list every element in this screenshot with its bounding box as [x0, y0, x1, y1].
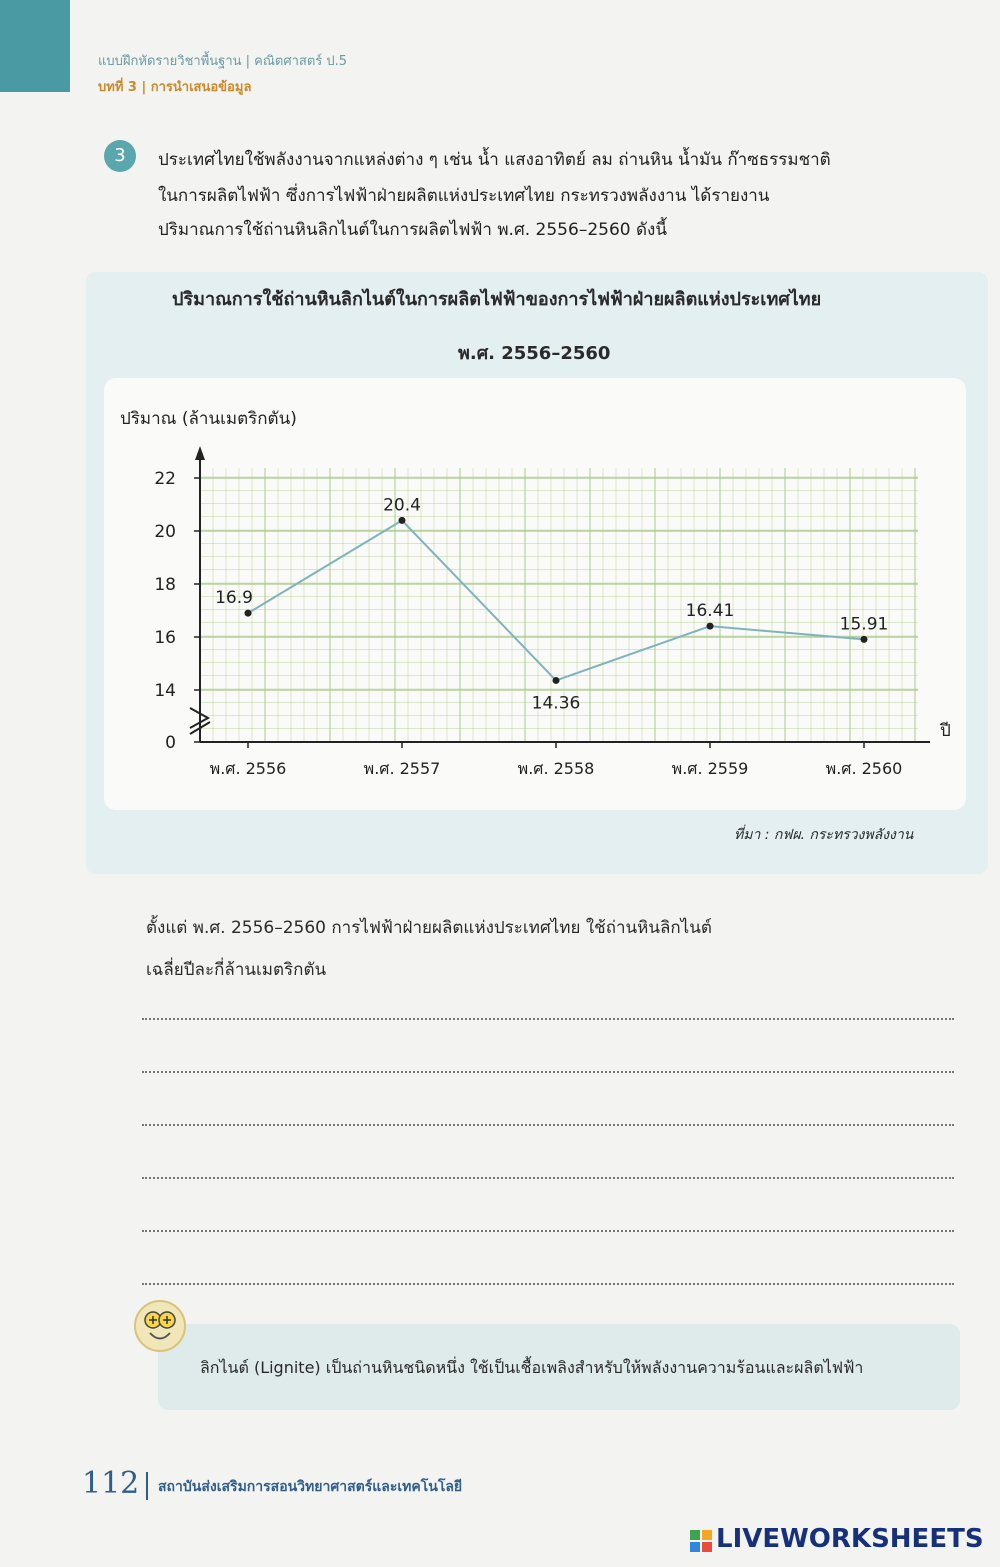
- chart-title: ปริมาณการใช้ถ่านหินลิกไนต์ในการผลิตไฟฟ้าของการไฟฟ้าฝ่ายผลิตแห่งประเทศไทย: [172, 289, 822, 310]
- data-point: [245, 610, 252, 617]
- y-tick-label: 22: [154, 469, 176, 489]
- data-label: 16.41: [685, 601, 735, 622]
- data-line-series: [248, 520, 864, 680]
- mascot-face-icon: [136, 1302, 184, 1350]
- answer-line[interactable]: [142, 1071, 954, 1073]
- data-label: 15.91: [839, 614, 889, 635]
- footer-divider: [146, 1472, 148, 1500]
- page-number: 112: [82, 1466, 140, 1501]
- question-line-1: ประเทศไทยใช้พลังงานจากแหล่งต่าง ๆ เช่น น้ำ แสงอาทิตย์ ลม ถ่านหิน น้ำมัน ก๊าซธรรมชาติ: [158, 150, 831, 170]
- question-line-2: ในการผลิตไฟฟ้า ซึ่งการไฟฟ้าฝ่ายผลิตแห่งประเทศไทย กระทรวงพลังงาน ได้รายงาน: [158, 186, 770, 206]
- answer-line[interactable]: [142, 1230, 954, 1232]
- exercise-question-line-2: เฉลี่ยปีละกี่ล้านเมตริกตัน: [146, 960, 327, 980]
- answer-line[interactable]: [142, 1018, 954, 1020]
- data-point: [707, 623, 714, 630]
- y-tick-label: 20: [154, 522, 176, 542]
- exercise-question-line-1: ตั้งแต่ พ.ศ. 2556–2560 การไฟฟ้าฝ่ายผลิตแห่งประเทศไทย ใช้ถ่านหินลิกไนต์: [146, 918, 712, 938]
- answer-line[interactable]: [142, 1124, 954, 1126]
- data-point: [553, 677, 560, 684]
- data-label: 16.9: [215, 588, 253, 609]
- x-tick-label: พ.ศ. 2559: [671, 759, 749, 778]
- liveworksheets-watermark: LIVEWORKSHEETS: [716, 1524, 984, 1554]
- data-label: 20.4: [383, 495, 421, 516]
- book-title: แบบฝึกหัดรายวิชาพื้นฐาน | คณิตศาสตร์ ป.5: [98, 54, 348, 69]
- y-axis-label: ปริมาณ (ล้านเมตริกตัน): [120, 409, 297, 429]
- mascot-icon: [134, 1300, 186, 1352]
- data-point: [399, 517, 406, 524]
- x-tick-label: พ.ศ. 2557: [363, 759, 441, 778]
- x-tick-label: พ.ศ. 2560: [825, 759, 903, 778]
- liveworksheets-logo-icon: [690, 1530, 712, 1552]
- publisher-name: สถาบันส่งเสริมการสอนวิทยาศาสตร์และเทคโนโลยี: [158, 1479, 463, 1495]
- data-label: 14.36: [531, 693, 581, 714]
- y-tick-label: 0: [165, 733, 176, 753]
- answer-line[interactable]: [142, 1177, 954, 1179]
- note-text: ลิกไนต์ (Lignite) เป็นถ่านหินชนิดหนึ่ง ใช้เป็นเชื้อเพลิงสำหรับให้พลังงานความร้อนและผลิตไฟฟ้า: [200, 1358, 864, 1377]
- y-axis-arrow-icon: [195, 446, 205, 460]
- y-tick-label: 18: [154, 575, 176, 595]
- question-number-badge: 3: [104, 140, 136, 172]
- answer-line[interactable]: [142, 1283, 954, 1285]
- x-tick-label: พ.ศ. 2558: [517, 759, 595, 778]
- x-axis-label: ปี: [940, 721, 951, 741]
- chapter-title: บทที่ 3 | การนำเสนอข้อมูล: [98, 80, 252, 95]
- question-line-3: ปริมาณการใช้ถ่านหินลิกไนต์ในการผลิตไฟฟ้า พ.ศ. 2556–2560 ดังนี้: [158, 220, 667, 240]
- chart-source: ที่มา : กฟผ. กระทรวงพลังงาน: [734, 827, 914, 843]
- y-tick-label: 14: [154, 681, 176, 701]
- data-point: [861, 636, 868, 643]
- x-tick-label: พ.ศ. 2556: [209, 759, 287, 778]
- chart-subtitle: พ.ศ. 2556–2560: [458, 343, 611, 364]
- y-tick-label: 16: [154, 628, 176, 648]
